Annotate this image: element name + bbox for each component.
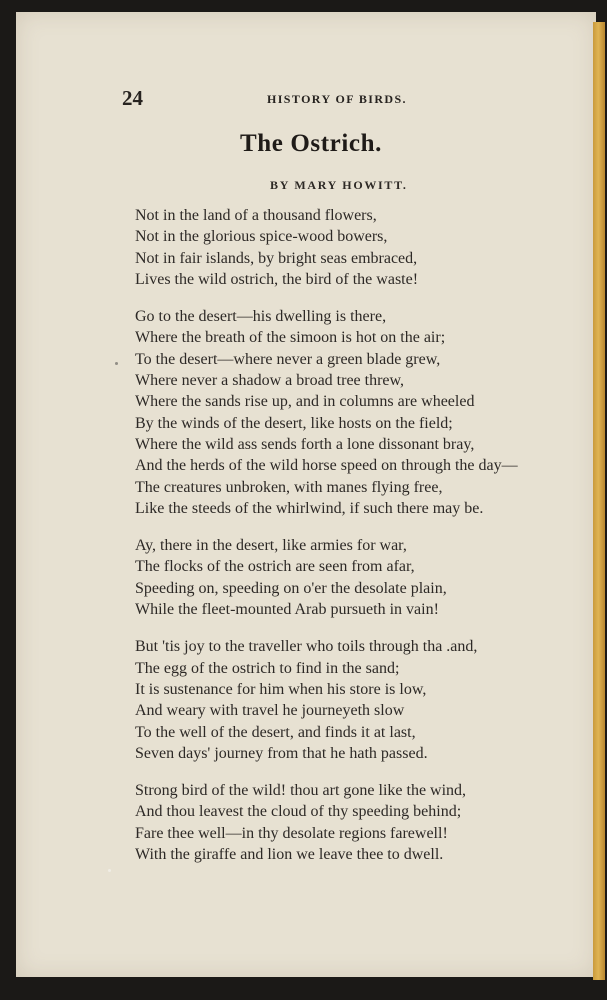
poem-line: Seven days' journey from that he hath passed. [135, 744, 428, 762]
poem-line: Where never a shadow a broad tree threw, [135, 372, 405, 390]
poem-line: But 'tis joy to the traveller who toils through tha .and, [135, 638, 478, 656]
page-speck [115, 362, 118, 365]
page-speck [108, 869, 111, 872]
running-head: HISTORY OF BIRDS. [267, 92, 407, 106]
poem-line: Not in the land of a thousand flowers, [135, 207, 377, 224]
poem-line: To the well of the desert, and finds it at last, [135, 723, 416, 741]
poem-stanza [135, 535, 575, 620]
poem-stanza [135, 205, 575, 290]
poem-line: Like the steeds of the whirlwind, if such there may be. [135, 499, 484, 517]
poem-line: Ay, there in the desert, like armies for war, [135, 537, 407, 555]
poem-line: And the herds of the wild horse speed on through the day— [135, 457, 518, 475]
poem-stanza [135, 780, 575, 865]
poem-title: The Ostrich. [240, 130, 382, 157]
poem-line: Fare thee well—in thy desolate regions farewell! [135, 824, 448, 842]
poem-line: The egg of the ostrich to find in the sand; [135, 659, 400, 677]
poem-line: Where the breath of the simoon is hot on the air; [135, 329, 446, 347]
poem-line: Where the wild ass sends forth a lone dissonant bray, [135, 435, 475, 453]
poem-line: Not in the glorious spice-wood bowers, [135, 228, 388, 246]
poem-body [135, 205, 575, 881]
poem-line: The creatures unbroken, with manes flying free, [135, 478, 443, 496]
poem-line: It is sustenance for him when his store is low, [135, 680, 427, 698]
poem-line: Where the sands rise up, and in columns are wheeled [135, 393, 475, 411]
poem-line: Strong bird of the wild! thou art gone like the wind, [135, 782, 467, 800]
page-edge [593, 22, 605, 980]
poem-line: The flocks of the ostrich are seen from afar, [135, 558, 415, 576]
poem-author: BY MARY HOWITT. [270, 178, 408, 192]
poem-line: Lives the wild ostrich, the bird of the waste! [135, 270, 419, 288]
poem-stanza [135, 306, 575, 519]
poem-line: With the giraffe and lion we leave thee to dwell. [135, 846, 444, 864]
page-number: 24 [122, 86, 143, 110]
poem-line: By the winds of the desert, like hosts on the field; [135, 414, 453, 432]
poem-line: To the desert—where never a green blade grew, [135, 350, 441, 368]
poem-line: While the fleet-mounted Arab pursueth in vain! [135, 601, 439, 619]
poem-line: Speeding on, speeding on o'er the desolate plain, [135, 579, 447, 597]
poem-line: Not in fair islands, by bright seas embraced, [135, 249, 418, 267]
page-header [122, 86, 432, 114]
poem-line: Go to the desert—his dwelling is there, [135, 308, 387, 326]
poem-stanza [135, 636, 575, 764]
poem-line: And thou leavest the cloud of thy speeding behind; [135, 803, 462, 821]
poem-line: And weary with travel he journeyeth slow [135, 702, 405, 720]
